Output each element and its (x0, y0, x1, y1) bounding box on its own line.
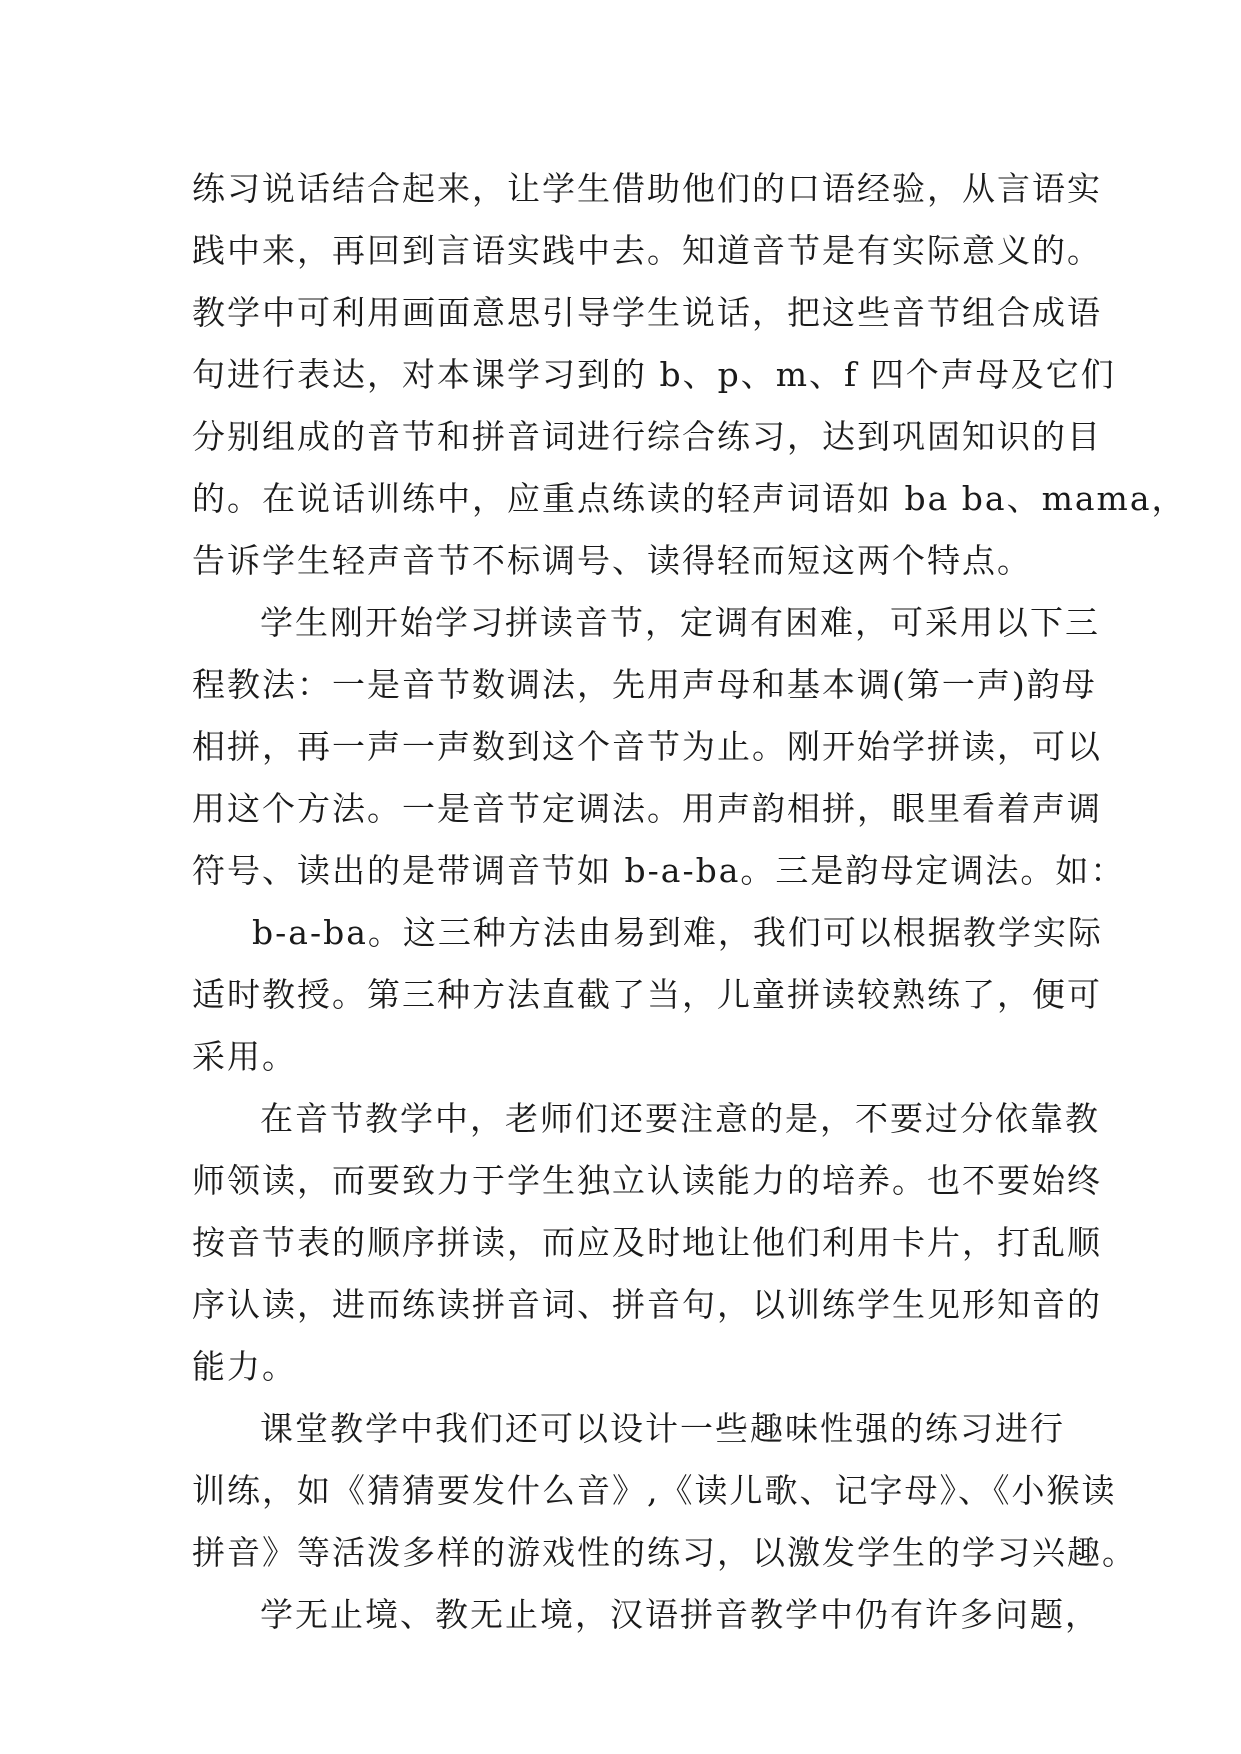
text-line: 训练，如《猜猜要发什么音》,《读儿歌、记字母》、《小猴读 (192, 1471, 1117, 1510)
text-line: b-a-ba。这三种方法由易到难，我们可以根据教学实际 (252, 913, 1103, 952)
text-line: 的。在说话训练中，应重点练读的轻声词语如 ba ba、mama， (192, 479, 1187, 518)
paragraph-first-line: 课堂教学中我们还可以设计一些趣味性强的练习进行 (260, 1409, 1065, 1448)
text-line: 采用。 (192, 1037, 297, 1076)
text-line: 符号、读出的是带调音节如 b-a-ba。三是韵母定调法。如： (192, 851, 1126, 890)
paragraph-first-line: 在音节教学中，老师们还要注意的是，不要过分依靠教 (260, 1099, 1100, 1138)
text-line: 句进行表达，对本课学习到的 b、p、m、f 四个声母及它们 (192, 355, 1116, 394)
text-line: 程教法：一是音节数调法，先用声母和基本调(第一声)韵母 (192, 665, 1097, 704)
text-line: 拼音》等活泼多样的游戏性的练习，以激发学生的学习兴趣。 (192, 1533, 1137, 1572)
text-line: 践中来，再回到言语实践中去。知道音节是有实际意义的。 (192, 231, 1102, 270)
text-line: 按音节表的顺序拼读，而应及时地让他们利用卡片，打乱顺 (192, 1223, 1102, 1262)
text-line: 师领读，而要致力于学生独立认读能力的培养。也不要始终 (192, 1161, 1102, 1200)
text-line: 分别组成的音节和拼音词进行综合练习，达到巩固知识的目 (192, 417, 1102, 456)
text-line: 相拼，再一声一声数到这个音节为止。刚开始学拼读，可以 (192, 727, 1102, 766)
document-body (192, 158, 1187, 1646)
text-line: 适时教授。第三种方法直截了当，儿童拼读较熟练了，便可 (192, 975, 1102, 1014)
text-line: 告诉学生轻声音节不标调号、读得轻而短这两个特点。 (192, 541, 1032, 580)
paragraph-first-line: 学无止境、教无止境，汉语拼音教学中仍有许多问题， (260, 1595, 1100, 1634)
text-line: 练习说话结合起来，让学生借助他们的口语经验，从言语实 (192, 169, 1102, 208)
text-line: 用这个方法。一是音节定调法。用声韵相拼，眼里看着声调 (192, 789, 1102, 828)
text-line: 序认读，进而练读拼音词、拼音句，以训练学生见形知音的 (192, 1285, 1102, 1324)
text-line: 教学中可利用画面意思引导学生说话，把这些音节组合成语 (192, 293, 1102, 332)
paragraph-first-line: 学生刚开始学习拼读音节，定调有困难，可采用以下三 (260, 603, 1100, 642)
text-line: 能力。 (192, 1347, 297, 1386)
